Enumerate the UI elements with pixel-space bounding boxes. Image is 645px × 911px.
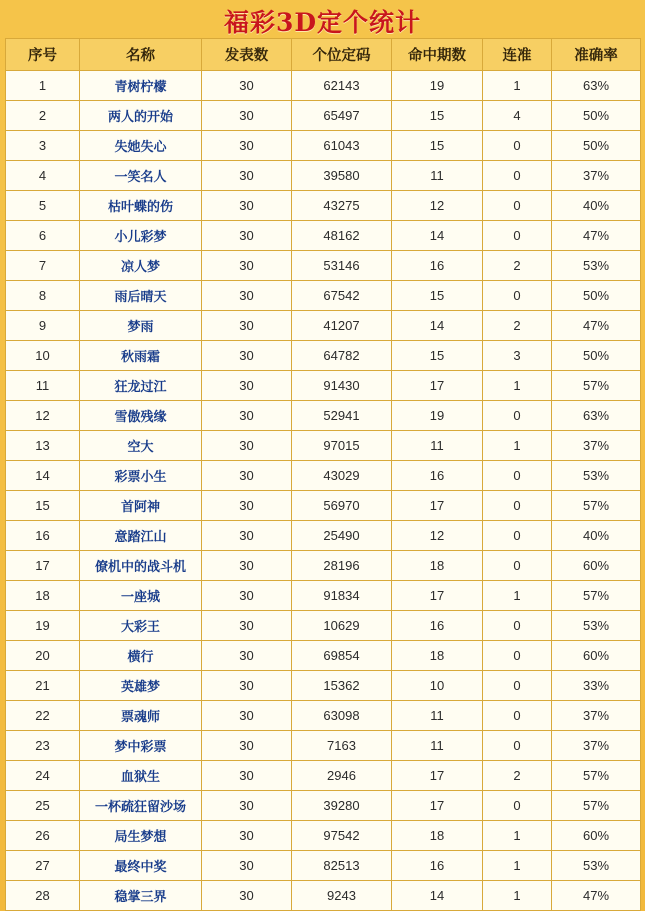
cell-hit-periods: 14 (392, 221, 483, 251)
cell-post-count: 30 (202, 791, 292, 821)
cell-index: 10 (6, 341, 80, 371)
cell-hit-periods: 17 (392, 491, 483, 521)
cell-accuracy: 40% (552, 521, 641, 551)
cell-name: 大彩王 (80, 611, 202, 641)
cell-index: 5 (6, 191, 80, 221)
cell-hit-periods: 11 (392, 161, 483, 191)
cell-accuracy: 60% (552, 641, 641, 671)
cell-hit-periods: 17 (392, 371, 483, 401)
cell-hit-periods: 15 (392, 101, 483, 131)
cell-accuracy: 50% (552, 341, 641, 371)
cell-hit-periods: 17 (392, 791, 483, 821)
cell-post-count: 30 (202, 731, 292, 761)
table-row (6, 731, 641, 761)
cell-post-count: 30 (202, 641, 292, 671)
cell-accuracy: 53% (552, 251, 641, 281)
table-row (6, 341, 641, 371)
cell-name: 最终中奖 (80, 851, 202, 881)
cell-unit-code: 91834 (292, 581, 392, 611)
cell-name: 一座城 (80, 581, 202, 611)
table-row (6, 131, 641, 161)
cell-index: 9 (6, 311, 80, 341)
table-row (6, 191, 641, 221)
cell-index: 4 (6, 161, 80, 191)
cell-index: 18 (6, 581, 80, 611)
cell-name: 首阿神 (80, 491, 202, 521)
cell-index: 14 (6, 461, 80, 491)
cell-index: 20 (6, 641, 80, 671)
cell-unit-code: 25490 (292, 521, 392, 551)
table-row (6, 161, 641, 191)
cell-streak: 0 (483, 671, 552, 701)
cell-accuracy: 53% (552, 851, 641, 881)
page-title-bar (5, 4, 640, 38)
cell-hit-periods: 19 (392, 71, 483, 101)
cell-accuracy: 60% (552, 821, 641, 851)
cell-streak: 0 (483, 641, 552, 671)
table-row (6, 281, 641, 311)
cell-hit-periods: 15 (392, 131, 483, 161)
table-row (6, 671, 641, 701)
cell-accuracy: 57% (552, 371, 641, 401)
column-header-post-count: 发表数 (202, 39, 292, 71)
cell-streak: 2 (483, 311, 552, 341)
cell-name: 梦雨 (80, 311, 202, 341)
cell-unit-code: 52941 (292, 401, 392, 431)
cell-name: 梦中彩票 (80, 731, 202, 761)
table-row (6, 701, 641, 731)
cell-unit-code: 53146 (292, 251, 392, 281)
cell-index: 21 (6, 671, 80, 701)
cell-accuracy: 50% (552, 131, 641, 161)
cell-unit-code: 91430 (292, 371, 392, 401)
cell-index: 27 (6, 851, 80, 881)
cell-accuracy: 63% (552, 401, 641, 431)
table-row (6, 581, 641, 611)
cell-unit-code: 41207 (292, 311, 392, 341)
cell-post-count: 30 (202, 311, 292, 341)
cell-accuracy: 37% (552, 161, 641, 191)
cell-unit-code: 48162 (292, 221, 392, 251)
cell-unit-code: 97542 (292, 821, 392, 851)
cell-hit-periods: 16 (392, 251, 483, 281)
cell-streak: 0 (483, 191, 552, 221)
cell-name: 票魂师 (80, 701, 202, 731)
cell-streak: 1 (483, 371, 552, 401)
cell-hit-periods: 10 (392, 671, 483, 701)
cell-accuracy: 53% (552, 461, 641, 491)
table-row (6, 311, 641, 341)
column-header-name: 名称 (80, 39, 202, 71)
cell-post-count: 30 (202, 551, 292, 581)
cell-hit-periods: 18 (392, 551, 483, 581)
cell-streak: 0 (483, 161, 552, 191)
cell-streak: 1 (483, 431, 552, 461)
column-header-unit-code: 个位定码 (292, 39, 392, 71)
cell-hit-periods: 17 (392, 581, 483, 611)
cell-accuracy: 50% (552, 101, 641, 131)
cell-hit-periods: 16 (392, 461, 483, 491)
cell-index: 13 (6, 431, 80, 461)
cell-unit-code: 67542 (292, 281, 392, 311)
cell-accuracy: 57% (552, 491, 641, 521)
table-row (6, 491, 641, 521)
cell-unit-code: 15362 (292, 671, 392, 701)
column-header-streak: 连准 (483, 39, 552, 71)
cell-unit-code: 65497 (292, 101, 392, 131)
cell-accuracy: 63% (552, 71, 641, 101)
cell-hit-periods: 12 (392, 191, 483, 221)
cell-hit-periods: 14 (392, 311, 483, 341)
cell-name: 僚机中的战斗机 (80, 551, 202, 581)
cell-streak: 0 (483, 401, 552, 431)
cell-post-count: 30 (202, 401, 292, 431)
cell-unit-code: 10629 (292, 611, 392, 641)
cell-name: 失她失心 (80, 131, 202, 161)
cell-unit-code: 9243 (292, 881, 392, 911)
cell-unit-code: 2946 (292, 761, 392, 791)
cell-post-count: 30 (202, 461, 292, 491)
cell-accuracy: 47% (552, 311, 641, 341)
cell-streak: 0 (483, 551, 552, 581)
cell-hit-periods: 11 (392, 701, 483, 731)
cell-streak: 0 (483, 131, 552, 161)
cell-index: 26 (6, 821, 80, 851)
cell-post-count: 30 (202, 161, 292, 191)
cell-hit-periods: 16 (392, 851, 483, 881)
table-header (6, 39, 641, 71)
cell-hit-periods: 15 (392, 341, 483, 371)
cell-name: 血狱生 (80, 761, 202, 791)
cell-index: 1 (6, 71, 80, 101)
cell-index: 2 (6, 101, 80, 131)
cell-accuracy: 37% (552, 431, 641, 461)
cell-name: 青树柠檬 (80, 71, 202, 101)
cell-unit-code: 7163 (292, 731, 392, 761)
cell-name: 稳掌三界 (80, 881, 202, 911)
table-row (6, 641, 641, 671)
cell-accuracy: 37% (552, 731, 641, 761)
cell-name: 一笑名人 (80, 161, 202, 191)
cell-unit-code: 97015 (292, 431, 392, 461)
cell-streak: 0 (483, 701, 552, 731)
cell-hit-periods: 18 (392, 821, 483, 851)
cell-name: 局生梦想 (80, 821, 202, 851)
table-row (6, 221, 641, 251)
cell-unit-code: 64782 (292, 341, 392, 371)
table-row (6, 461, 641, 491)
cell-hit-periods: 12 (392, 521, 483, 551)
cell-streak: 0 (483, 491, 552, 521)
table-row (6, 101, 641, 131)
column-header-accuracy: 准确率 (552, 39, 641, 71)
table-row (6, 881, 641, 911)
cell-accuracy: 37% (552, 701, 641, 731)
cell-index: 6 (6, 221, 80, 251)
table-row (6, 371, 641, 401)
cell-name: 一杯疏狂留沙场 (80, 791, 202, 821)
cell-hit-periods: 14 (392, 881, 483, 911)
cell-name: 意踏江山 (80, 521, 202, 551)
cell-accuracy: 57% (552, 581, 641, 611)
cell-streak: 0 (483, 461, 552, 491)
table-row (6, 611, 641, 641)
cell-unit-code: 63098 (292, 701, 392, 731)
cell-accuracy: 47% (552, 221, 641, 251)
cell-post-count: 30 (202, 191, 292, 221)
cell-streak: 2 (483, 761, 552, 791)
cell-hit-periods: 16 (392, 611, 483, 641)
cell-name: 两人的开始 (80, 101, 202, 131)
cell-streak: 4 (483, 101, 552, 131)
cell-accuracy: 53% (552, 611, 641, 641)
cell-hit-periods: 18 (392, 641, 483, 671)
cell-post-count: 30 (202, 761, 292, 791)
cell-post-count: 30 (202, 281, 292, 311)
cell-unit-code: 39580 (292, 161, 392, 191)
column-header-hit-periods: 命中期数 (392, 39, 483, 71)
cell-accuracy: 57% (552, 791, 641, 821)
table-row (6, 431, 641, 461)
cell-unit-code: 43029 (292, 461, 392, 491)
column-header-index: 序号 (6, 39, 80, 71)
cell-name: 小儿彩梦 (80, 221, 202, 251)
cell-accuracy: 47% (552, 881, 641, 911)
cell-post-count: 30 (202, 851, 292, 881)
table-row (6, 251, 641, 281)
cell-post-count: 30 (202, 671, 292, 701)
cell-post-count: 30 (202, 821, 292, 851)
cell-index: 15 (6, 491, 80, 521)
cell-index: 8 (6, 281, 80, 311)
cell-streak: 0 (483, 221, 552, 251)
table-row (6, 791, 641, 821)
cell-unit-code: 39280 (292, 791, 392, 821)
cell-post-count: 30 (202, 581, 292, 611)
page-title: 福彩3D定个统计 (223, 8, 422, 37)
cell-hit-periods: 11 (392, 431, 483, 461)
statistics-table (5, 38, 641, 911)
cell-index: 19 (6, 611, 80, 641)
cell-post-count: 30 (202, 341, 292, 371)
cell-hit-periods: 15 (392, 281, 483, 311)
cell-post-count: 30 (202, 71, 292, 101)
cell-unit-code: 43275 (292, 191, 392, 221)
cell-index: 17 (6, 551, 80, 581)
cell-unit-code: 69854 (292, 641, 392, 671)
cell-streak: 1 (483, 851, 552, 881)
cell-streak: 3 (483, 341, 552, 371)
cell-index: 3 (6, 131, 80, 161)
cell-hit-periods: 19 (392, 401, 483, 431)
cell-streak: 0 (483, 521, 552, 551)
cell-streak: 1 (483, 881, 552, 911)
cell-unit-code: 56970 (292, 491, 392, 521)
cell-index: 23 (6, 731, 80, 761)
table-row (6, 401, 641, 431)
cell-index: 7 (6, 251, 80, 281)
cell-index: 28 (6, 881, 80, 911)
cell-name: 空大 (80, 431, 202, 461)
cell-name: 凉人梦 (80, 251, 202, 281)
cell-unit-code: 82513 (292, 851, 392, 881)
table-row (6, 551, 641, 581)
cell-hit-periods: 11 (392, 731, 483, 761)
cell-index: 12 (6, 401, 80, 431)
cell-post-count: 30 (202, 131, 292, 161)
cell-post-count: 30 (202, 611, 292, 641)
cell-name: 狂龙过江 (80, 371, 202, 401)
cell-post-count: 30 (202, 101, 292, 131)
table-row (6, 851, 641, 881)
cell-accuracy: 60% (552, 551, 641, 581)
cell-streak: 0 (483, 731, 552, 761)
cell-post-count: 30 (202, 881, 292, 911)
cell-post-count: 30 (202, 251, 292, 281)
table-row (6, 821, 641, 851)
cell-name: 雪傲残缘 (80, 401, 202, 431)
cell-index: 22 (6, 701, 80, 731)
cell-post-count: 30 (202, 221, 292, 251)
table-header-row (6, 39, 641, 71)
cell-unit-code: 61043 (292, 131, 392, 161)
cell-index: 24 (6, 761, 80, 791)
cell-accuracy: 40% (552, 191, 641, 221)
cell-name: 雨后晴天 (80, 281, 202, 311)
cell-name: 彩票小生 (80, 461, 202, 491)
cell-post-count: 30 (202, 491, 292, 521)
cell-streak: 2 (483, 251, 552, 281)
cell-index: 16 (6, 521, 80, 551)
cell-post-count: 30 (202, 701, 292, 731)
cell-hit-periods: 17 (392, 761, 483, 791)
cell-streak: 1 (483, 71, 552, 101)
table-row (6, 761, 641, 791)
cell-accuracy: 50% (552, 281, 641, 311)
cell-post-count: 30 (202, 521, 292, 551)
cell-index: 11 (6, 371, 80, 401)
cell-accuracy: 33% (552, 671, 641, 701)
cell-post-count: 30 (202, 371, 292, 401)
table-body (6, 71, 641, 911)
cell-name: 秋雨霜 (80, 341, 202, 371)
table-row (6, 521, 641, 551)
cell-name: 横行 (80, 641, 202, 671)
cell-streak: 0 (483, 281, 552, 311)
cell-streak: 0 (483, 791, 552, 821)
cell-streak: 1 (483, 581, 552, 611)
cell-index: 25 (6, 791, 80, 821)
table-row (6, 71, 641, 101)
cell-streak: 1 (483, 821, 552, 851)
cell-accuracy: 57% (552, 761, 641, 791)
cell-unit-code: 62143 (292, 71, 392, 101)
cell-name: 英雄梦 (80, 671, 202, 701)
cell-name: 枯叶蝶的伤 (80, 191, 202, 221)
cell-unit-code: 28196 (292, 551, 392, 581)
cell-streak: 0 (483, 611, 552, 641)
cell-post-count: 30 (202, 431, 292, 461)
